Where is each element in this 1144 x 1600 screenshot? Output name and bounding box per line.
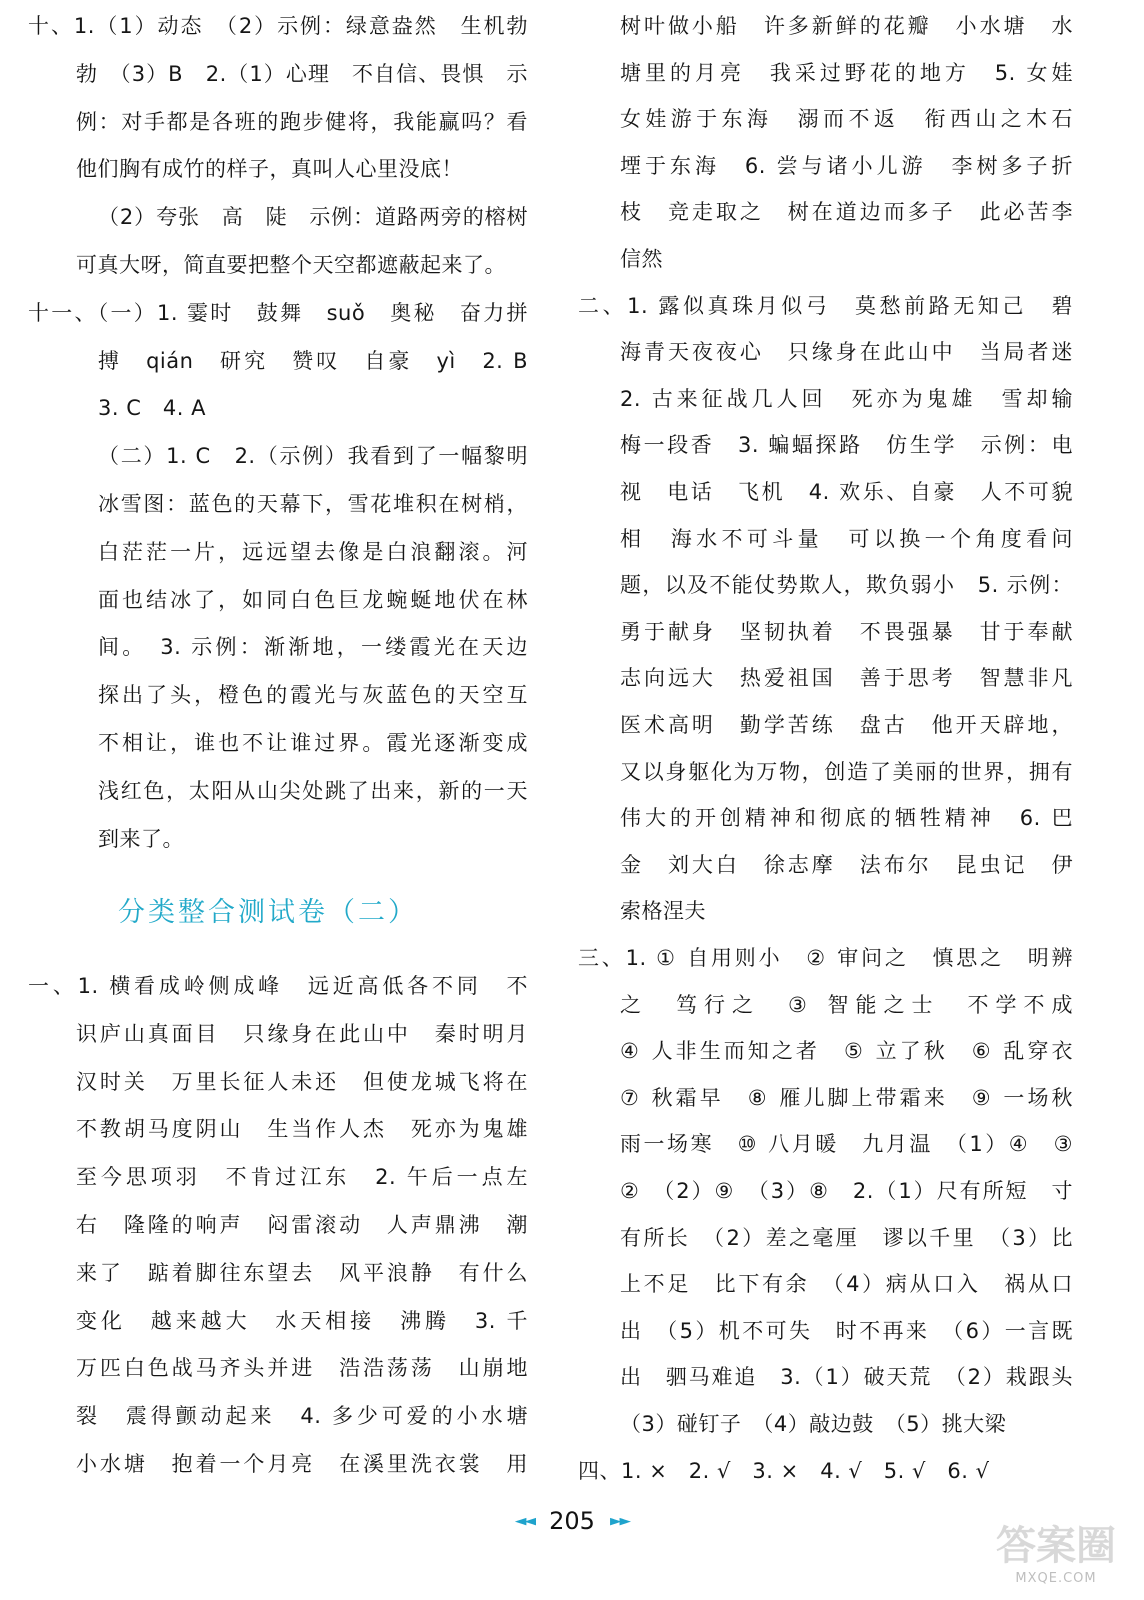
- text-line: 探出了头，橙色的霞光与灰蓝色的天空互: [98, 683, 528, 708]
- text-line: 3. C 4. A: [98, 396, 206, 421]
- text-line: 女娃游于东海 溺而不返 衔西山之木石: [620, 107, 1073, 132]
- text-line: 树叶做小船 许多新鲜的花瓣 小水塘 水: [620, 14, 1073, 38]
- text-line: 出 （5）机不可失 时不再来 （6）一言既: [620, 1318, 1073, 1343]
- text-line: 海青天夜夜心 只缘身在此山中 当局者迷: [620, 340, 1073, 365]
- page-footer: [0, 1500, 1144, 1540]
- text-line: 塘里的月亮 我采过野花的地方 5. 女娃: [620, 60, 1073, 85]
- text-line: 变化 越来越大 水天相接 沸腾 3. 千: [76, 1308, 528, 1333]
- text-line: 十一、（一）1. 霎时 鼓舞 suǒ 奥秘 奋力拼: [28, 300, 528, 325]
- text-line: ② （2）⑨ （3）⑧ 2.（1）尺有所短 寸: [620, 1179, 1073, 1203]
- text-line: 2. 古来征战几人回 死亦为鬼雄 雪却输: [620, 386, 1073, 411]
- text-line: 不教胡马度阴山 生当作人杰 死亦为鬼雄: [76, 1117, 528, 1142]
- text-line: 志向远大 热爱祖国 善于思考 智慧非凡: [620, 666, 1073, 691]
- text-line: 医术高明 勤学苦练 盘古 他开天辟地，: [620, 713, 1073, 737]
- text-line: 二、1. 露似真珠月似弓 莫愁前路无知己 碧: [578, 293, 1073, 318]
- text-line: 白茫茫一片，远远望去像是白浪翻滚。河: [98, 539, 528, 564]
- watermark-logo-text: 答案圈: [996, 1523, 1116, 1569]
- text-line: 四、1. × 2. √ 3. × 4. √ 5. √ 6. √: [578, 1458, 990, 1483]
- text-line: 上不足 比下有余 （4）病从口入 祸从口: [620, 1272, 1073, 1297]
- text-line: 出 驷马难追 3.（1）破天荒 （2）栽跟头: [620, 1365, 1073, 1390]
- text-line: 梅一段香 3. 蝙蝠探路 仿生学 示例：电: [620, 433, 1073, 458]
- watermark-site: MXQE.COM: [1015, 1571, 1097, 1586]
- text-line: 不相让，谁也不让谁过界。霞光逐渐变成: [98, 731, 528, 755]
- text-line: 堙于东海 6. 尝与诸小儿游 李树多子折: [620, 153, 1073, 178]
- text-line: 搏 qián 研究 赞叹 自豪 yì 2. B: [98, 348, 528, 373]
- text-line: 右 隆隆的响声 闷雷滚动 人声鼎沸 潮: [76, 1213, 528, 1237]
- text-line: 视 电话 飞机 4. 欢乐、自豪 人不可貌: [620, 480, 1073, 504]
- text-line: 间。 3. 示例：渐渐地，一缕霞光在天边: [98, 635, 528, 660]
- text-line: 三、1. ① 自用则小 ② 审问之 慎思之 明辨: [578, 946, 1073, 970]
- text-line: 面也结冰了，如同白色巨龙蜿蜒地伏在林: [98, 587, 528, 612]
- text-line: 到来了。: [98, 826, 184, 851]
- text-line: 勇于献身 坚韧执着 不畏强暴 甘于奉献: [620, 619, 1073, 644]
- text-line: ④ 人非生而知之者 ⑤ 立了秋 ⑥ 乱穿衣: [620, 1039, 1073, 1064]
- page-number: 205: [549, 1506, 595, 1535]
- text-line: 枝 竞走取之 树在道边而多子 此必苦李: [620, 200, 1073, 225]
- text-line: 一、1. 横看成岭侧成峰 远近高低各不同 不: [28, 974, 528, 998]
- text-line: 勃 （3）B 2.（1）心理 不自信、畏惧 示: [76, 61, 528, 86]
- text-line: （2）夸张 高 陡 示例：道路两旁的榕树: [98, 205, 528, 230]
- text-line: 金 刘大白 徐志摩 法布尔 昆虫记 伊: [620, 852, 1073, 877]
- watermark-logo: [996, 1508, 1116, 1586]
- text-line: ⑦ 秋霜早 ⑧ 雁儿脚上带霜来 ⑨ 一场秋: [620, 1085, 1073, 1110]
- text-line: 可真大呀，简直要把整个天空都遮蔽起来了。: [76, 253, 506, 277]
- text-line: 相 海水不可斗量 可以换一个角度看问: [620, 526, 1073, 551]
- text-line: 识庐山真面目 只缘身在此山中 秦时明月: [76, 1021, 528, 1046]
- text-line: 至今思项羽 不肯过江东 2. 午后一点左: [76, 1165, 528, 1190]
- text-line: （3）碰钉子 （4）敲边鼓 （5）挑大梁: [620, 1412, 1007, 1436]
- text-line: 信然: [620, 247, 663, 271]
- next-page-arrows-icon[interactable]: ►►: [610, 1511, 630, 1530]
- text-line: 例：对手都是各班的跑步健将，我能赢吗？看: [76, 109, 528, 134]
- text-line: 汉时关 万里长征人未还 但使龙城飞将在: [76, 1069, 528, 1094]
- text-line: 他们胸有成竹的样子，真叫人心里没底！: [76, 157, 463, 182]
- text-line: 浅红色，太阳从山尖处跳了出来，新的一天: [98, 778, 528, 803]
- text-line: 冰雪图：蓝色的天幕下，雪花堆积在树梢，: [98, 492, 528, 516]
- text-line: （二）1. C 2.（示例）我看到了一幅黎明: [98, 444, 528, 469]
- text-line: 万匹白色战马齐头并进 浩浩荡荡 山崩地: [76, 1356, 528, 1381]
- text-line: 题，以及不能仗势欺人，欺负弱小 5. 示例：: [620, 573, 1073, 598]
- prev-page-arrows-icon[interactable]: ◄◄: [514, 1511, 534, 1530]
- text-line: 小水塘 抱着一个月亮 在溪里洗衣裳 用: [76, 1452, 528, 1476]
- text-line: 裂 震得颤动起来 4. 多少可爱的小水塘: [76, 1404, 528, 1429]
- text-line: 有所长 （2）差之毫厘 谬以千里 （3）比: [620, 1225, 1073, 1250]
- text-line: 雨一场寒 ⑩ 八月暖 九月温 （1）④ ③: [620, 1132, 1073, 1157]
- text-line: 索格涅夫: [620, 899, 706, 924]
- text-line: 伟大的开创精神和彻底的牺牲精神 6. 巴: [620, 806, 1073, 831]
- text-line: 之 笃行之 ③ 智能之士 不学不成: [620, 992, 1073, 1017]
- text-line: 来了 踮着脚往东望去 风平浪静 有什么: [76, 1260, 528, 1285]
- text-line: 又以身躯化为万物，创造了美丽的世界，拥有: [620, 759, 1073, 784]
- section-title: 分类整合测试卷（二）: [118, 897, 418, 928]
- text-line: 十、1.（1）动态 （2）示例：绿意盎然 生机勃: [28, 14, 528, 38]
